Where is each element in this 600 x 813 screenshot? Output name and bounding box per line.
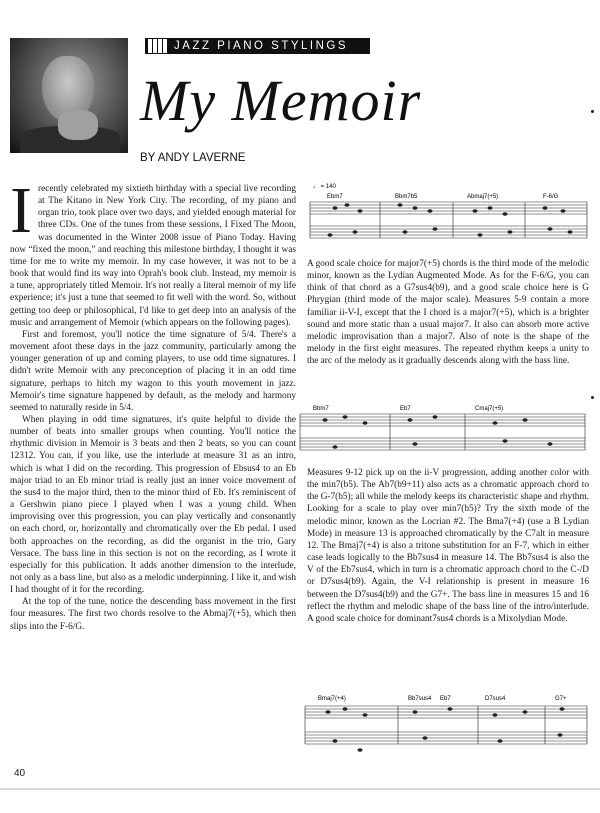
- drop-cap: I: [10, 174, 32, 247]
- section-banner: [145, 38, 370, 54]
- music-excerpt-2: [295, 400, 590, 460]
- bottom-edge: [0, 788, 600, 790]
- page-number: 40: [14, 768, 26, 779]
- tempo-marking: ♩ = 140: [313, 184, 336, 190]
- chord-symbol: Bbm7: [313, 406, 329, 412]
- chord-symbol: D7sus4: [485, 696, 506, 702]
- chord-symbol: Ebm7: [327, 194, 343, 200]
- chord-symbol: G7+: [555, 696, 567, 702]
- article-title: My Memoir: [140, 68, 422, 133]
- author-photo: [10, 38, 128, 153]
- byline: BY ANDY LAVERNE: [140, 152, 246, 164]
- chord-symbol: Eb7: [440, 696, 451, 702]
- right-paragraph-b: Measures 9-12 pick up on the ii-V progression, adding another color with the min7(b5). The Ab7(b9+11) also acts as a chromatic approach chord to the G-7(b5); all while the melody keeps its characteristic shape and rhythm. Looking for a scale to play over min7(b5)? Try the sixth mode of the melodic minor, known as the Locrian #2. The Bma7(+4) (use a B Lydian Mode) in measure 13 is approached chromatically by the C7alt in measure 12. The Bmaj7(+4) is also a tritone substitution for an F-7, which in either case leads logically to the Bb7sus4 in measure 14. The Bb7sus4 is also the V of the Eb7sus4, which in turn is a chromatic approach chord to the C-/D or D7sus4(b9). Again, the V-I relationship is present in measure 16 between the D7sus4(b9) and the G7+. The bass line in measures 15 and 16 reflect the rhythm and melodic shape of the bass line of the intro/interlude. A good scale choice for dominant7sus4 chords is a Mixolydian Mode.: [307, 468, 589, 624]
- banner-label: JAZZ PIANO STYLINGS: [174, 40, 349, 52]
- paragraph-2: First and foremost, you'll notice the time signature of 5/4. There's a movement afoot these days in the jazz community, particularly among the younger generation of up and coming players, to use odd time signatures. I didn't write Memoir with any preconception of placing it in an odd time signature, perhaps to hitch my wagon to this youth movement in jazz. Memoir's time signature happened by default, as the melody and harmony seemed to naturally reside in 5/4.: [10, 329, 296, 413]
- chord-symbol: Bmaj7(+4): [318, 696, 346, 702]
- chord-symbol: F-6/G: [543, 194, 559, 200]
- paragraph-3: When playing in odd time signatures, it's quite helpful to divide the number of beats into smaller groups when counting. You'll notice the rhythmic division in Memoir is 3 beats and then 2 beats, so you can count 12312. You can, if you like, use the interlude at measure 31 as an intro, which is what I did on the recording. This progression of Ebsus4 to an Eb major triad to an Eb minor triad is really just an inner voice movement of the sus4 to the major third, then to the minor third of Eb. It's reminiscent of a Gershwin piano piece I played when I was a young child. When improvising over this progression, you can play vertically and consonantly on each chord, or, horizontally and chromatically over the Eb pedal. I used both approaches on the recording, as did the organist in the trio, Gary Versace. The bass line in this section is not on the recording, as I wrote it especially for this publication. It adds another dimension to the interlude, not only as a bass line, but also as a melodic underpinning. I like it, and wish I had thought of it for the recording.: [10, 414, 296, 596]
- chord-symbol: Bb7sus4: [408, 696, 432, 702]
- right-paragraph-a: A good scale choice for major7(+5) chords is the third mode of the melodic minor, known as the Lydian Augmented Mode. As for the F-6/G, you can think of that chord as a G7sus4(b9), and a good scale choice here is G Phrygian (third mode of the major scale). Measures 5-9 contain a more familiar ii-V-I, except that the I chord is a major7(+5), which is a brighter sound and more static than a usual major7. It also can absorb more active melodic improvisation than a major7. Also of note is the shape of the melody in the first eight measures. The repeated rhythm keeps a unity to the arc of the melody as it gradually descends along with the bass line.: [307, 259, 589, 367]
- paragraph-1: Irecently celebrated my sixtieth birthday with a special live recording at The Kitano in New York City. The recording, of my piano and organ trio, took place over two days, and yielded enough material for three CDs. One of the tunes from these sessions, I Fixed The Moon, was documented in the Winter 2008 issue of Piano Today. Having now “fixed the moon,” and reaching this milestone birthday, I thought it was time for me to write my memoir. In my case however, it was not to be a book that would find its way into Oprah's book club. Instead, my memoir is a tune, appropriately titled Memoir. It's not really a literal memoir of my life experience; it's just a tune that seemed to fit well with the word. So, without getting too deep or philosophical, I'd like to get deep into an analysis of the music and arrangement of Memoir (which appears on the following pages).: [10, 174, 296, 328]
- music-excerpt-3: [300, 690, 590, 760]
- chord-symbol: Eb7: [400, 406, 411, 412]
- chord-symbol: Abmaj7(+5): [467, 194, 499, 200]
- paragraph-4: At the top of the tune, notice the descending bass movement in the first four measures. The first two chords resolve to the Abmaj7(+5), which then slips into the F-6/G.: [10, 597, 296, 632]
- music-excerpt-1: [305, 180, 590, 252]
- scan-mark: [591, 110, 594, 113]
- photo-hand: [58, 110, 98, 140]
- scan-mark: [591, 396, 594, 399]
- left-column: [10, 174, 296, 633]
- chord-symbol: Bbm7b5: [395, 194, 418, 200]
- piano-keys-icon: [148, 39, 168, 53]
- chord-symbol: Cmaj7(+5): [475, 406, 504, 412]
